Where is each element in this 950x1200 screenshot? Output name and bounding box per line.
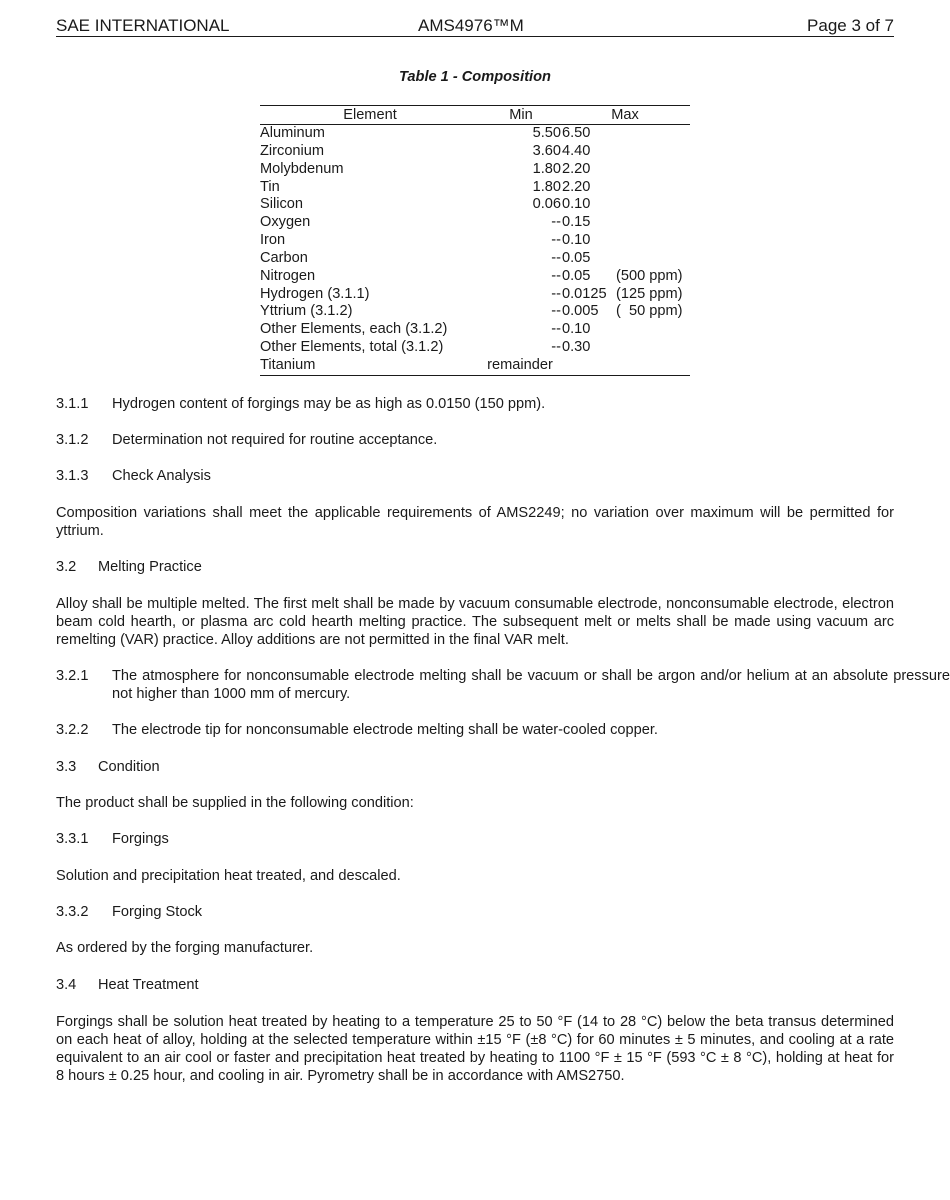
section-heading: Forgings xyxy=(112,831,169,847)
section-number: 3.1.1 xyxy=(56,396,89,412)
melting-practice-paragraph: Alloy shall be multiple melted. The first melt shall be made by vacuum consumable electrode, nonconsumable electrode, electron beam cold hearth, or plasma arc cold hearth melting practice. The subsequent melt or melts shall be made using vacuum arc remelting (VAR) practice. Alloy additions are not permitted in the final VAR melt. xyxy=(56,596,894,648)
section-number: 3.3.2 xyxy=(56,904,89,920)
column-header-element: Element xyxy=(343,107,397,123)
forgings-paragraph: Solution and precipitation heat treated, and descaled. xyxy=(56,868,401,884)
section-heading: Check Analysis xyxy=(112,468,211,484)
cell-max: 0.30 xyxy=(562,339,591,356)
cell-max: 0.10 xyxy=(562,196,591,213)
table-row xyxy=(260,232,690,250)
cell-max: 0.0125 xyxy=(562,285,607,302)
cell-element: Aluminum xyxy=(260,125,325,141)
cell-min: -- xyxy=(551,249,561,266)
table-row xyxy=(260,268,690,286)
forging-stock-paragraph: As ordered by the forging manufacturer. xyxy=(56,940,314,956)
cell-max: 2.20 xyxy=(562,160,591,177)
cell-element: Tin xyxy=(260,178,280,195)
cell-min: -- xyxy=(551,303,561,320)
cell-max: 2.20 xyxy=(562,178,591,195)
table-row xyxy=(260,339,690,357)
table-row xyxy=(260,161,690,179)
section-number: 3.2.1 xyxy=(56,668,89,684)
cell-element: Titanium xyxy=(260,356,316,373)
cell-element: Carbon xyxy=(260,249,308,266)
cell-min: -- xyxy=(551,285,561,302)
section-number: 3.1.3 xyxy=(56,468,89,484)
cell-max: 0.005 xyxy=(562,303,599,320)
table-row xyxy=(260,196,690,214)
page-header xyxy=(56,16,894,37)
check-analysis-paragraph: Composition variations shall meet the applicable requirements of AMS2249; no variation over maximum will be permitted for yttrium. xyxy=(56,505,894,539)
cell-element: Iron xyxy=(260,232,286,249)
cell-max: 0.10 xyxy=(562,232,591,249)
cell-ppm: (125 ppm) xyxy=(616,285,683,302)
table-row xyxy=(260,143,690,161)
section-number: 3.4 xyxy=(56,977,77,993)
table-row xyxy=(260,321,690,339)
cell-min: 1.80 xyxy=(532,178,561,195)
cell-min: -- xyxy=(551,321,561,338)
table-row xyxy=(260,250,690,268)
section-text: Hydrogen content of forgings may be as high as 0.0150 (150 ppm). xyxy=(112,396,546,412)
cell-max: 0.15 xyxy=(562,214,591,231)
cell-min: 1.80 xyxy=(532,160,561,177)
composition-table xyxy=(260,105,690,376)
table-row xyxy=(260,303,690,321)
cell-element: Other Elements, total (3.1.2) xyxy=(260,339,444,356)
cell-min: 0.06 xyxy=(532,196,561,213)
cell-min: 3.60 xyxy=(532,142,561,159)
section-number: 3.3.1 xyxy=(56,831,89,847)
cell-element: Silicon xyxy=(260,196,303,213)
section-number: 3.1.2 xyxy=(56,432,89,448)
table-row xyxy=(260,214,690,232)
cell-element: Yttrium (3.1.2) xyxy=(260,303,353,320)
cell-ppm: (500 ppm) xyxy=(616,267,683,284)
section-text: The atmosphere for nonconsumable electrode melting shall be vacuum or shall be argon and/or helium at an absolute pressure not higher than 1000 mm of mercury. xyxy=(112,668,950,702)
section-heading: Condition xyxy=(98,759,160,775)
cell-element: Other Elements, each (3.1.2) xyxy=(260,321,448,338)
header-org: SAE INTERNATIONAL xyxy=(56,16,230,35)
cell-min: -- xyxy=(551,232,561,249)
cell-element: Nitrogen xyxy=(260,267,316,284)
table-row xyxy=(260,357,690,375)
header-page-number: Page 3 of 7 xyxy=(807,16,894,35)
section-number: 3.2.2 xyxy=(56,722,89,738)
column-header-max: Max xyxy=(611,107,639,123)
section-3-2-1 xyxy=(56,667,950,703)
cell-min: -- xyxy=(551,339,561,356)
section-number: 3.3 xyxy=(56,759,77,775)
cell-min: remainder xyxy=(487,356,553,373)
cell-element: Molybdenum xyxy=(260,160,344,177)
table-header-row xyxy=(260,106,690,125)
cell-ppm: ( 50 ppm) xyxy=(616,303,683,320)
condition-paragraph: The product shall be supplied in the following condition: xyxy=(56,795,414,811)
section-text: Determination not required for routine acceptance. xyxy=(112,432,438,448)
table-body xyxy=(260,125,690,376)
cell-max: 4.40 xyxy=(562,142,591,159)
section-number: 3.2 xyxy=(56,559,77,575)
table-row xyxy=(260,179,690,197)
section-heading: Forging Stock xyxy=(112,904,203,920)
cell-max: 0.05 xyxy=(562,267,591,284)
cell-max: 0.10 xyxy=(562,321,591,338)
cell-min: -- xyxy=(551,267,561,284)
cell-max: 0.05 xyxy=(562,249,591,266)
header-doc-number: AMS4976™M xyxy=(418,16,524,35)
section-text: The electrode tip for nonconsumable electrode melting shall be water-cooled copper. xyxy=(112,722,658,738)
section-heading: Heat Treatment xyxy=(98,977,199,993)
cell-min: 5.50 xyxy=(532,125,561,141)
heat-treatment-paragraph: Forgings shall be solution heat treated by heating to a temperature 25 to 50 °F (14 to 28 °C) below the beta transus determined on each heat of alloy, holding at the selected temperature within ±15 °F (±8 °C) for 60 minutes ± 5 minutes, and cooling at a rate equivalent to an air cool or faster and precipitation heat treated by heating to 1100 °F ± 15 °F (593 °C ± 8 °C), holding at heat for 8 hours ± 0.25 hour, and cooling in air. Pyrometry shall be in accordance with AMS2750. xyxy=(56,1014,894,1084)
section-heading: Melting Practice xyxy=(98,559,202,575)
column-header-min: Min xyxy=(509,107,533,123)
cell-element: Zirconium xyxy=(260,142,325,159)
table-row xyxy=(260,125,690,143)
cell-min: -- xyxy=(551,214,561,231)
table-title: Table 1 - Composition xyxy=(399,69,551,85)
cell-max: 6.50 xyxy=(562,125,591,141)
table-row xyxy=(260,286,690,304)
cell-element: Oxygen xyxy=(260,214,311,231)
cell-element: Hydrogen (3.1.1) xyxy=(260,285,370,302)
